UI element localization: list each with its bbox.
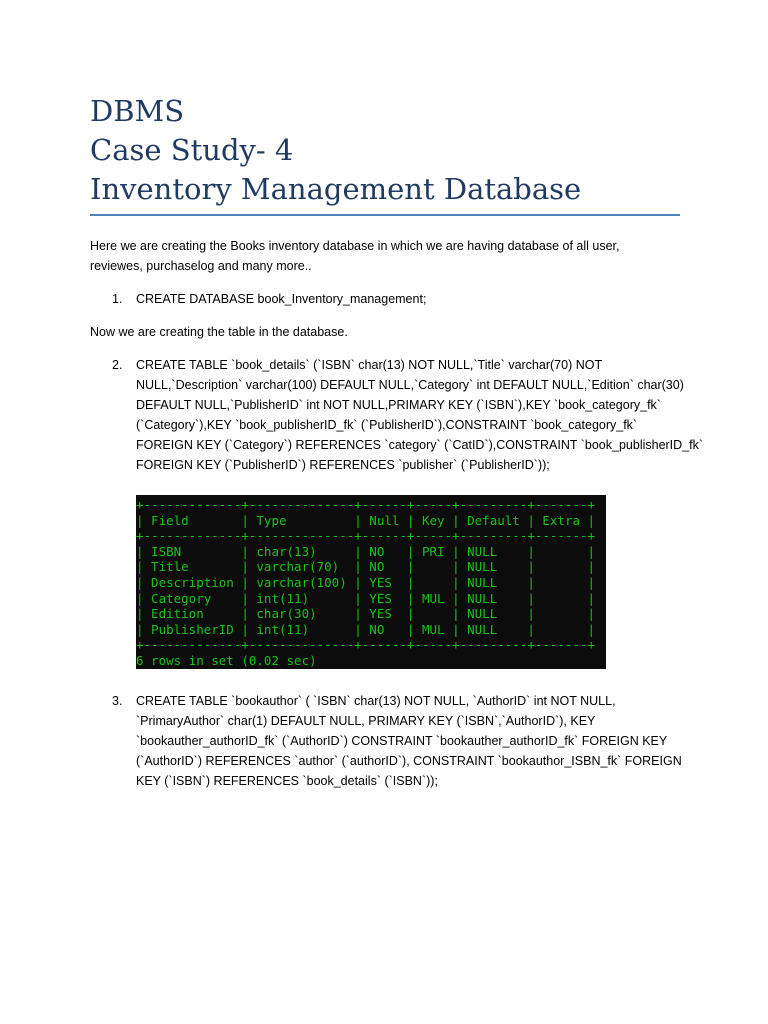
- sql-line: NULL,`Description` varchar(100) DEFAULT NULL,`Category` int DEFAULT NULL,`Edition` char(30): [136, 378, 684, 392]
- terminal-line: | Description | varchar(100) | YES | | NULL | |: [136, 574, 596, 590]
- intro-line: Here we are creating the Books inventory database in which we are having database of all user,: [90, 239, 620, 253]
- terminal-line: | ISBN | char(13) | NO | PRI | NULL | |: [136, 543, 596, 559]
- transition-paragraph: Now we are creating the table in the database.: [90, 325, 348, 339]
- sql-line: (`AuthorID`) REFERENCES `author` (`authorID`), CONSTRAINT `bookauthor_ISBN_fk` FOREIGN: [136, 754, 682, 768]
- sql-line: DEFAULT NULL,`PublisherID` int NOT NULL,PRIMARY KEY (`ISBN`),KEY `book_category_fk`: [136, 398, 661, 412]
- terminal-line: +-------------+--------------+------+-----+---------+-------+: [136, 637, 596, 653]
- document-title: [90, 92, 680, 209]
- intro-line: reviewes, purchaselog and many more..: [90, 259, 312, 273]
- terminal-screenshot: [136, 495, 606, 669]
- title-line-3: Inventory Management Database: [90, 172, 582, 206]
- sql-line: FOREIGN KEY (`Category`) REFERENCES `category` (`CatID`),CONSTRAINT `book_publisherID_fk`: [136, 438, 704, 452]
- list-number: 2.: [112, 358, 123, 372]
- terminal-line: | PublisherID | int(11) | NO | MUL | NULL | |: [136, 621, 596, 637]
- list-item-text: [136, 691, 682, 791]
- sql-line: `PrimaryAuthor` char(1) DEFAULT NULL, PRIMARY KEY (`ISBN`,`AuthorID`), KEY: [136, 714, 596, 728]
- sql-line: FOREIGN KEY (`PublisherID`) REFERENCES `publisher` (`PublisherID`));: [136, 458, 550, 472]
- terminal-line: | Edition | char(30) | YES | | NULL | |: [136, 606, 596, 622]
- terminal-output: [136, 495, 606, 669]
- sql-line: CREATE DATABASE book_Inventory_management;: [136, 292, 427, 306]
- terminal-line: | Title | varchar(70) | NO | | NULL | |: [136, 559, 596, 575]
- sql-line: (`Category`),KEY `book_publisherID_fk` (`PublisherID`),CONSTRAINT `book_category_fk`: [136, 418, 638, 432]
- sql-line: CREATE TABLE `book_details` (`ISBN` char(13) NOT NULL,`Title` varchar(70) NOT: [136, 358, 603, 372]
- terminal-line: +-------------+--------------+------+-----+---------+-------+: [136, 528, 596, 544]
- sql-line: CREATE TABLE `bookauthor` ( `ISBN` char(13) NOT NULL, `AuthorID` int NOT NULL,: [136, 694, 616, 708]
- list-number: 3.: [112, 694, 123, 708]
- terminal-line: | Field | Type | Null | Key | Default | Extra |: [136, 512, 596, 528]
- list-item-text: [136, 355, 704, 475]
- terminal-line: +-------------+--------------+------+-----+---------+-------+: [136, 497, 596, 512]
- sql-line: KEY (`ISBN`) REFERENCES `book_details` (`ISBN`));: [136, 774, 438, 788]
- sql-line: `bookauther_authorID_fk` (`AuthorID`) CONSTRAINT `bookauther_authorID_fk` FOREIGN KEY: [136, 734, 668, 748]
- list-number: 1.: [112, 292, 123, 306]
- title-line-1: DBMS: [90, 94, 185, 128]
- terminal-line: | Category | int(11) | YES | MUL | NULL | |: [136, 590, 596, 606]
- terminal-line: 6 rows in set (0.02 sec): [136, 652, 317, 668]
- list-item-text: [136, 289, 672, 309]
- title-line-2: Case Study- 4: [90, 133, 294, 167]
- title-underline-divider: [90, 214, 680, 216]
- intro-paragraph: [90, 236, 680, 276]
